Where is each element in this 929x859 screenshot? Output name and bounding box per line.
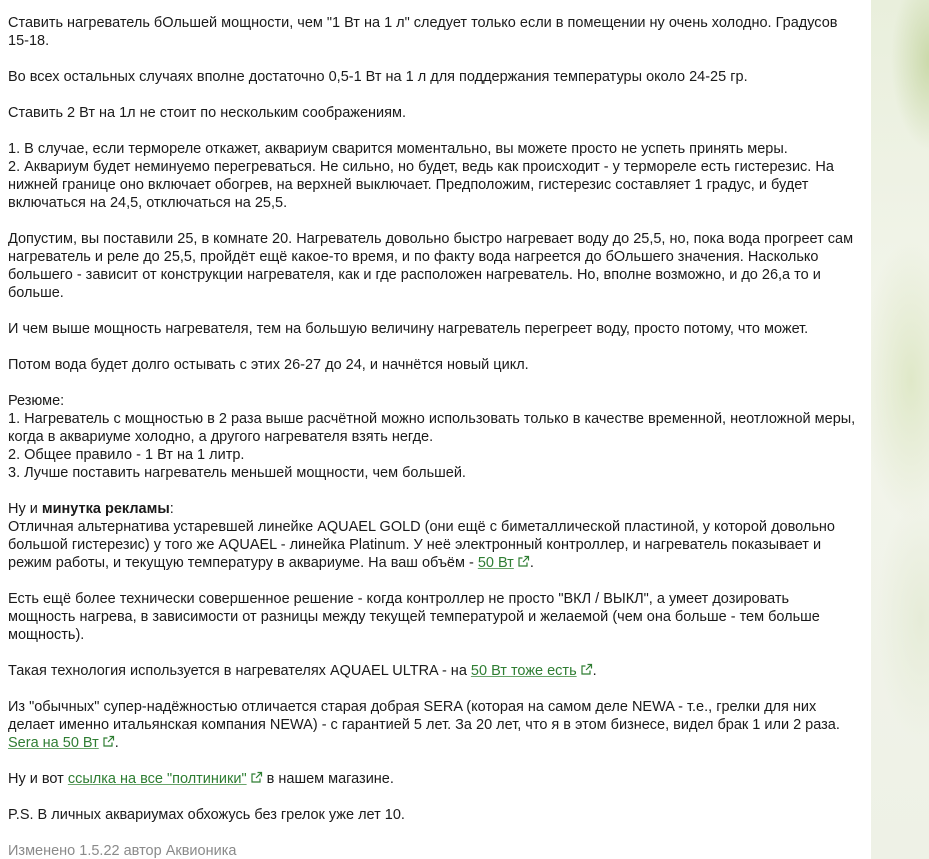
summary-item-3: 3. Лучше поставить нагреватель меньшей мощности, чем большей. — [8, 465, 466, 481]
ad-heading: минутка рекламы — [41, 501, 170, 517]
paragraph-example: Допустим, вы поставили 25, в комнате 20. Нагреватель довольно быстро нагревает воду до 25,5, но, пока вода прогреет сам нагреватель и реле до 25,5, пройдёт ещё какое-то время, и по факту вода нагреется до бОльшего значения. Насколько большего - зависит от конструкции нагревателя, как и где расположен нагреватель. Но, вполне возможно, и до 26,а то и больше. — [8, 231, 854, 301]
external-link-icon — [517, 555, 530, 568]
paragraph-tech: Есть ещё более технически совершенное решение - когда контроллер не просто "ВКЛ / ВЫКЛ", а умеет дозировать мощность нагрева, в зависимости от разницы между текущей температурой и желаемой (чем она больше - тем больше мощность). — [8, 591, 820, 643]
reason-2: 2. Аквариум будет неминуемо перегреваться. Не сильно, но будет, ведь как происходит - у термореле есть гистерезис. На нижней границе оно включает обогрев, на верхней выключает. Предположим, гистерезис составляет 1 градус, и будет включаться на 24,5, отключаться на 25,5. — [8, 159, 834, 211]
paragraph-cycle: Потом вода будет долго остывать с этих 26-27 до 24, и начнётся новый цикл. — [8, 357, 529, 373]
sera-text: Из "обычных" супер-надёжностью отличается старая добрая SERA (которая на самом деле NEWA - т.е., грелки для них делает именно итальянская компания NEWA) - с гарантией 5 лет. За 20 лет, что я в этом бизнесе, видел брак 1 или 2 раза. — [8, 699, 840, 733]
all-suffix: в нашем магазине. — [262, 771, 394, 787]
all-prefix: Ну и вот — [8, 771, 68, 787]
ad-prefix: Ну и — [8, 501, 42, 517]
platinum-50w-link[interactable] — [478, 555, 530, 571]
ultra-end: . — [592, 663, 597, 679]
paragraph-intro: Ставить нагреватель бОльшей мощности, чем "1 Вт на 1 л" следует только если в помещении ну очень холодно. Градусов 15-18. — [8, 15, 838, 49]
sera-50w-link-label: Sera на 50 Вт — [8, 735, 99, 751]
summary-title: Резюме: — [8, 393, 65, 409]
external-link-icon — [102, 735, 115, 748]
ad-block — [8, 500, 860, 572]
ad-end: . — [529, 555, 534, 571]
platinum-50w-link-label: 50 Вт — [477, 555, 514, 571]
external-link-icon — [580, 663, 593, 676]
ultra-text: Такая технология используется в нагревателях AQUAEL ULTRA - на — [8, 663, 471, 679]
sera-end: . — [114, 735, 119, 751]
ultra-50w-link-label: 50 Вт тоже есть — [470, 663, 577, 679]
all-50w-link-label: ссылка на все "полтиники" — [67, 771, 247, 787]
sera-50w-link[interactable] — [8, 735, 115, 751]
paragraph-power-note: И чем выше мощность нагревателя, тем на большую величину нагреватель перегреет воду, просто потому, что может. — [8, 321, 809, 337]
summary-item-2: 2. Общее правило - 1 Вт на 1 литр. — [8, 447, 245, 463]
paragraph-ps: P.S. В личных аквариумах обхожусь без грелок уже лет 10. — [8, 807, 405, 823]
external-link-icon — [250, 771, 263, 784]
paragraph-reasons-list — [8, 140, 860, 212]
decorative-side-background — [871, 0, 929, 859]
paragraph-all-link — [8, 770, 860, 788]
summary-item-1: 1. Нагреватель с мощностью в 2 раза выше расчётной можно использовать только в качестве временной, неотложной меры, когда в аквариуме холодно, а другого нагревателя взять негде. — [8, 411, 856, 445]
ultra-50w-link[interactable] — [471, 663, 593, 679]
reason-1: 1. В случае, если термореле откажет, аквариум сварится моментально, вы можете просто не успеть принять меры. — [8, 141, 788, 157]
paragraph-normal-cases: Во всех остальных случаях вполне достаточно 0,5-1 Вт на 1 л для поддержания температуры около 24-25 гр. — [8, 69, 748, 85]
summary-block — [8, 392, 860, 482]
paragraph-reasons-intro: Ставить 2 Вт на 1л не стоит по нескольким соображениям. — [8, 105, 406, 121]
paragraph-sera — [8, 698, 860, 752]
ad-colon: : — [169, 501, 174, 517]
paragraph-ultra — [8, 662, 860, 680]
all-50w-link[interactable] — [68, 771, 263, 787]
edited-note: Изменено 1.5.22 автор Аквионика — [8, 843, 237, 859]
ad-text: Отличная альтернатива устаревшей линейке AQUAEL GOLD (они ещё с биметаллической пластиной, у которой довольно большой гистерезис) у того же AQUAEL - линейка Platinum. У неё электронный контроллер, и нагреватель показывает и режим работы, и текущую температуру в аквариуме. На ваш объём - — [8, 519, 835, 571]
